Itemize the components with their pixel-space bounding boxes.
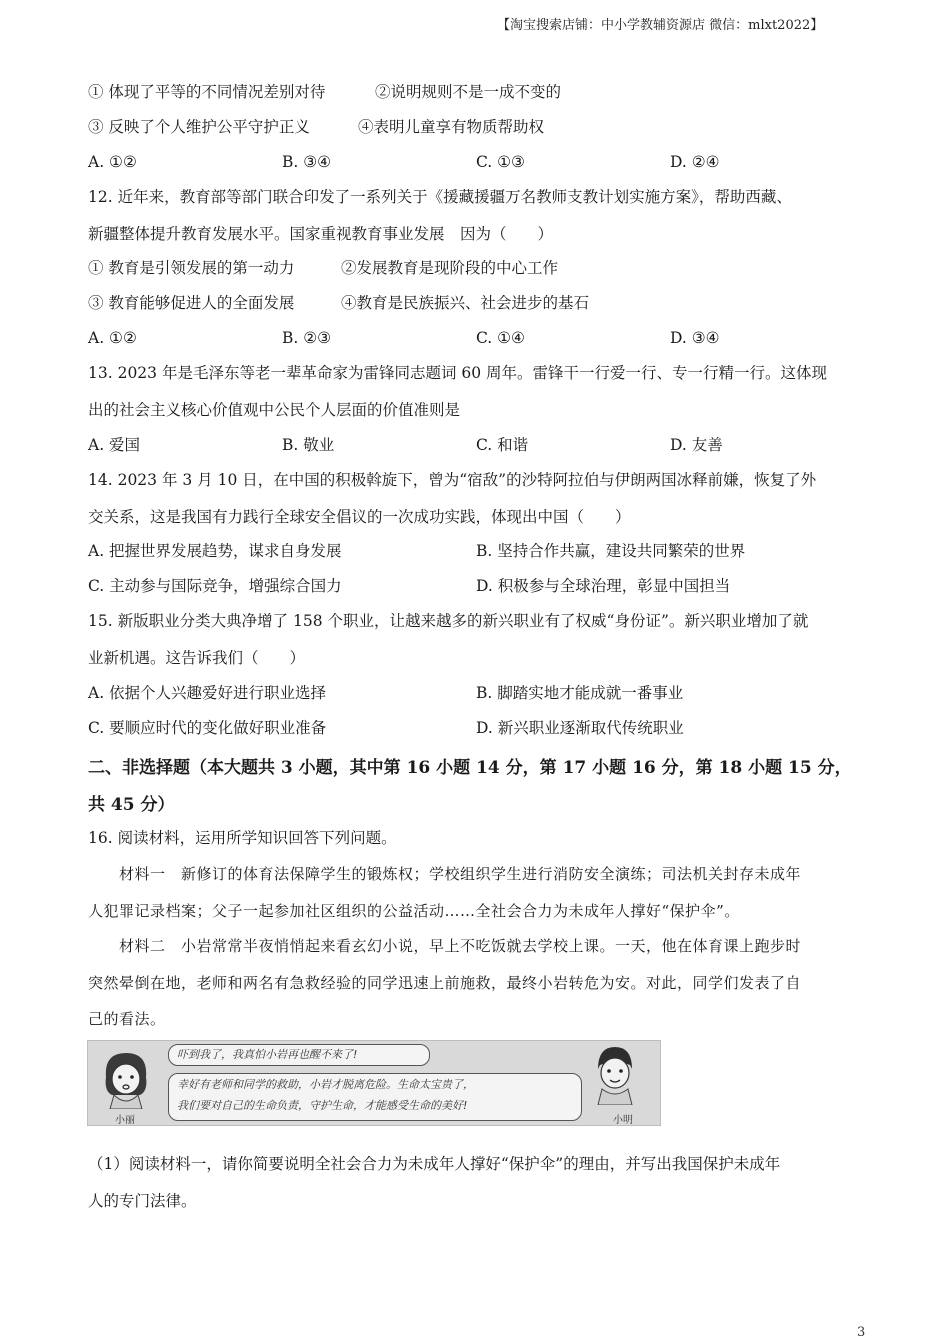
comic-bubble-left-text: 吓到我了，我真怕小岩再也醒不来了! — [177, 1048, 358, 1061]
comic-illustration — [87, 1040, 661, 1126]
boy-figure-icon — [586, 1043, 644, 1105]
comic-name-left: 小丽 — [115, 1115, 135, 1126]
q12-option-2: ②发展教育是现阶段的中心工作 — [341, 259, 559, 277]
q11-option-2: ②说明规则不是一成不变的 — [375, 83, 562, 101]
q12-choice-a: A. ①② — [88, 329, 137, 347]
q12-choice-c: C. ①④ — [476, 329, 525, 347]
q13-stem-line1: 13. 2023 年是毛泽东等老一辈革命家为雷锋同志题词 60 周年。雷锋干一行爱一行、专一行精一行。这体现 — [88, 364, 828, 382]
q13-choice-a: A. 爱国 — [88, 436, 141, 454]
comic-bubble-right-line2: 我们要对自己的生命负责，守护生命，才能感受生命的美好! — [177, 1099, 468, 1112]
q13-stem-line2: 出的社会主义核心价值观中公民个人层面的价值准则是 — [88, 401, 461, 419]
q15-choice-b: B. 脚踏实地才能成就一番事业 — [476, 684, 684, 702]
q15-stem-line2: 业新机遇。这告诉我们（ ） — [88, 649, 306, 667]
q13-choice-c: C. 和谐 — [476, 436, 529, 454]
q15-stem-line1: 15. 新版职业分类大典净增了 158 个职业，让越来越多的新兴职业有了权威“身份证”。新兴职业增加了就 — [88, 612, 809, 630]
q11-option-4: ④表明儿童享有物质帮助权 — [358, 118, 545, 136]
q14-choice-b: B. 坚持合作共赢，建设共同繁荣的世界 — [476, 542, 746, 560]
comic-bubble-right-line1: 幸好有老师和同学的救助，小岩才脱离危险。生命太宝贵了， — [177, 1078, 474, 1091]
q11-choice-c: C. ①③ — [476, 153, 525, 171]
q13-choice-d: D. 友善 — [670, 436, 723, 454]
q12-option-4: ④教育是民族振兴、社会进步的基石 — [341, 294, 590, 312]
q15-choice-d: D. 新兴职业逐渐取代传统职业 — [476, 719, 684, 737]
section-2-title-line2: 共 45 分） — [88, 795, 175, 815]
comic-name-right: 小明 — [613, 1115, 633, 1126]
q11-choice-d: D. ②④ — [670, 153, 720, 171]
q16-material2-line1: 材料二 小岩常常半夜悄悄起来看玄幻小说，早上不吃饭就去学校上课。一天，他在体育课上跑步时 — [119, 937, 802, 955]
q11-choice-a: A. ①② — [88, 153, 137, 171]
q16-sub1-line2: 人的专门法律。 — [88, 1192, 197, 1210]
q11-option-1: ① 体现了平等的不同情况差别对待 — [88, 83, 326, 101]
girl-figure-icon — [96, 1047, 156, 1109]
q16-material1-line2: 人犯罪记录档案；父子一起参加社区组织的公益活动……全社会合力为未成年人撑好“保护伞”。 — [88, 902, 740, 920]
q14-choice-a: A. 把握世界发展趋势，谋求自身发展 — [88, 542, 342, 560]
q16-material2-line3: 己的看法。 — [88, 1010, 166, 1028]
q11-choice-b: B. ③④ — [282, 153, 332, 171]
page-header: 【淘宝搜索店铺：中小学教辅资源店 微信：mlxt2022】 — [497, 18, 824, 33]
q12-option-1: ① 教育是引领发展的第一动力 — [88, 259, 295, 277]
q16-material2-line2: 突然晕倒在地，老师和两名有急救经验的同学迅速上前施救，最终小岩转危为安。对此，同学们发表了自 — [88, 974, 802, 992]
q14-stem-line1: 14. 2023 年 3 月 10 日，在中国的积极斡旋下，曾为“宿敌”的沙特阿拉伯与伊朗两国冰释前嫌，恢复了外 — [88, 471, 817, 489]
q12-choice-d: D. ③④ — [670, 329, 720, 347]
q14-choice-c: C. 主动参与国际竞争，增强综合国力 — [88, 577, 342, 595]
comic-speech-bubble-left — [168, 1044, 430, 1066]
q12-stem-line2: 新疆整体提升教育发展水平。国家重视教育事业发展 因为（ ） — [88, 225, 554, 243]
q14-choice-d: D. 积极参与全球治理，彰显中国担当 — [476, 577, 731, 595]
page-number: 3 — [857, 1325, 866, 1340]
comic-speech-bubble-right — [168, 1073, 582, 1121]
q12-stem-line1: 12. 近年来，教育部等部门联合印发了一系列关于《援藏援疆万名教师支教计划实施方案》，帮助西藏、 — [88, 188, 792, 206]
q16-stem: 16. 阅读材料，运用所学知识回答下列问题。 — [88, 829, 397, 847]
section-2-title-line1: 二、非选择题（本大题共 3 小题，其中第 16 小题 14 分，第 17 小题 16 分，第 18 小题 15 分， — [88, 758, 852, 778]
q15-choice-c: C. 要顺应时代的变化做好职业准备 — [88, 719, 327, 737]
q16-material1-line1: 材料一 新修订的体育法保障学生的锻炼权；学校组织学生进行消防安全演练；司法机关封存未成年 — [119, 865, 802, 883]
q12-option-3: ③ 教育能够促进人的全面发展 — [88, 294, 295, 312]
q11-option-3: ③ 反映了个人维护公平守护正义 — [88, 118, 310, 136]
q16-sub1-line1: （1）阅读材料一，请你简要说明全社会合力为未成年人撑好“保护伞”的理由，并写出我国保护未成年 — [88, 1155, 781, 1173]
q13-choice-b: B. 敬业 — [282, 436, 335, 454]
q14-stem-line2: 交关系，这是我国有力践行全球安全倡议的一次成功实践，体现出中国（ ） — [88, 508, 631, 526]
q12-choice-b: B. ②③ — [282, 329, 332, 347]
q15-choice-a: A. 依据个人兴趣爱好进行职业选择 — [88, 684, 327, 702]
